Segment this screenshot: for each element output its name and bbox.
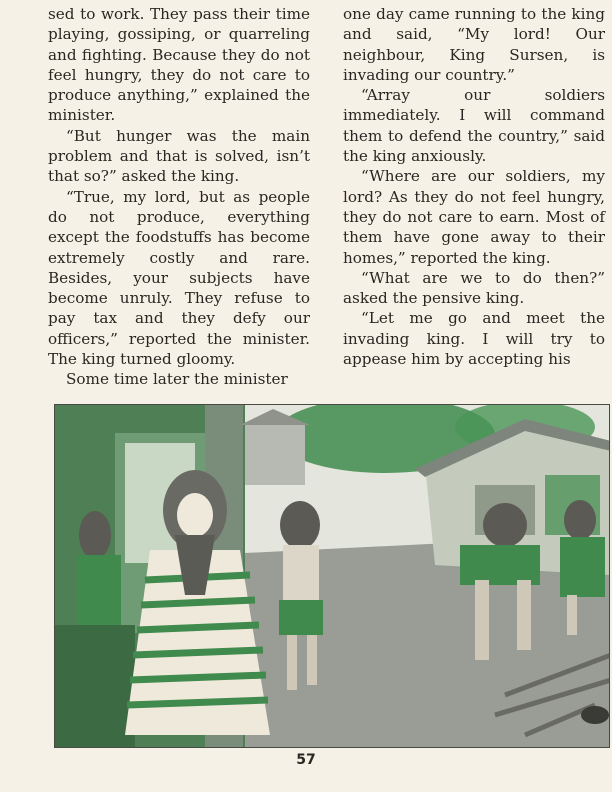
paragraph: “Let me go and meet the invading king. I will try to appease him by accepting his [343, 309, 605, 369]
paragraph: “Where are our soldiers, my lord? As they do not feel hungry, they do not care to earn. Most of them have gone away to their homes,” reported the king. [343, 167, 605, 267]
paragraph: “True, my lord, but as people do not produce, everything except the foodstuffs has become extremely costly and rare. Besides, your subjects have become unruly. They refuse to pay tax and they defy our officers,” reported the minister. The king turned gloomy. [48, 187, 310, 369]
paragraph: one day came running to the king and said, “My lord! Our neighbour, King Sursen, is invading our country.” [343, 5, 605, 84]
left-text-column [48, 4, 310, 390]
illustration-drawing [55, 405, 610, 748]
paragraph: “But hunger was the main problem and that is solved, isn’t that so?” asked the king. [48, 126, 310, 186]
pot [581, 706, 609, 724]
distant-building [245, 425, 305, 485]
paragraph: Some time later the minister [66, 370, 288, 389]
paragraph: sed to work. They pass their time playing, gossiping, or quarreling and fighting. Because they do not feel hungry, they do not care to produce anything,” explained the minister. [48, 5, 310, 125]
front-step [55, 625, 135, 748]
story-illustration [54, 404, 610, 748]
paragraph: “What are we to do then?” asked the pensive king. [343, 268, 605, 308]
right-text-column [343, 4, 605, 369]
page-number: 57 [296, 752, 316, 768]
paragraph: “Array our soldiers immediately. I will command them to defend the country,” said the king anxiously. [343, 86, 605, 166]
